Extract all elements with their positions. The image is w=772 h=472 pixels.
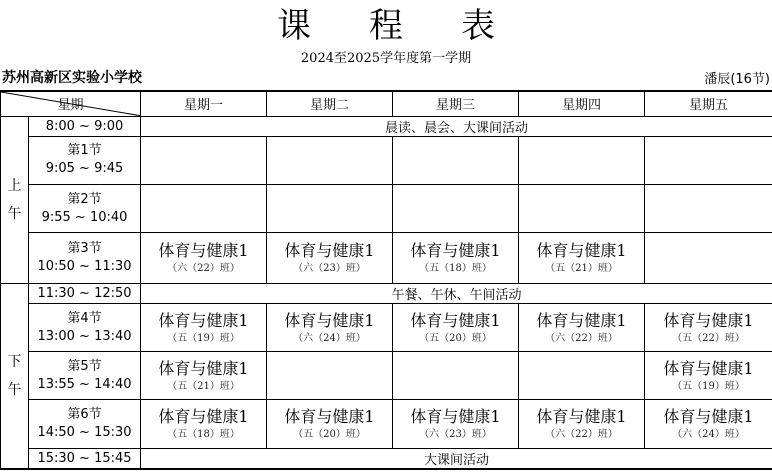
afternoon-label: 下 午 xyxy=(1,283,29,469)
day-header: 星期四 xyxy=(519,91,645,116)
course-cell[interactable] xyxy=(141,400,267,448)
course-cell[interactable] xyxy=(393,136,519,184)
course-cell[interactable] xyxy=(393,303,519,351)
period-row xyxy=(1,233,772,283)
period-name: 第1节 xyxy=(67,143,102,159)
period-slot xyxy=(29,233,141,283)
course-cell[interactable] xyxy=(645,400,772,448)
period-name: 第6节 xyxy=(67,407,102,423)
course-cell[interactable] xyxy=(645,136,772,184)
course-cell[interactable] xyxy=(645,303,772,351)
course-cell[interactable] xyxy=(645,233,772,283)
period-slot xyxy=(29,352,141,400)
course-name: 体育与健康1 xyxy=(410,407,501,427)
course-cell[interactable] xyxy=(267,400,393,448)
period-row xyxy=(1,400,772,448)
course-cell[interactable] xyxy=(141,352,267,400)
morning-label: 上 午 xyxy=(1,116,29,283)
course-cell[interactable] xyxy=(519,352,645,400)
day-header: 星期二 xyxy=(267,91,393,116)
corner-label: 星期 xyxy=(57,98,84,114)
course-name: 体育与健康1 xyxy=(410,310,501,330)
course-cell[interactable] xyxy=(141,185,267,233)
course-cell[interactable] xyxy=(519,303,645,351)
class-name: （五（21）班） xyxy=(167,380,240,392)
slot-time: 11:30 ~ 12:50 xyxy=(29,283,141,303)
teacher-name: 潘辰(16节) xyxy=(704,72,770,87)
class-name: （六（23）班） xyxy=(293,263,366,275)
course-name: 体育与健康1 xyxy=(158,310,249,330)
period-name: 第2节 xyxy=(67,191,102,207)
course-cell[interactable] xyxy=(645,185,772,233)
course-cell[interactable] xyxy=(141,233,267,283)
course-cell[interactable] xyxy=(519,136,645,184)
course-name: 体育与健康1 xyxy=(284,241,375,261)
period-row xyxy=(1,185,772,233)
class-name: （五（20）班） xyxy=(293,429,366,441)
class-name: （六（24）班） xyxy=(293,332,366,344)
course-name: 体育与健康1 xyxy=(284,310,375,330)
period-time: 9:55 ~ 10:40 xyxy=(41,209,128,225)
course-name: 体育与健康1 xyxy=(158,241,249,261)
period-name: 第5节 xyxy=(67,358,102,374)
schedule-table xyxy=(0,90,772,470)
class-name: （五（19）班） xyxy=(672,380,745,392)
slot-time: 15:30 ~ 15:45 xyxy=(29,448,141,469)
course-cell[interactable] xyxy=(393,352,519,400)
course-cell[interactable] xyxy=(519,400,645,448)
course-cell[interactable] xyxy=(393,400,519,448)
period-row xyxy=(1,352,772,400)
class-name: （六（22）班） xyxy=(545,332,618,344)
morning-activity-row xyxy=(1,116,772,136)
course-cell[interactable] xyxy=(267,233,393,283)
period-row xyxy=(1,136,772,184)
class-name: （六（23）班） xyxy=(419,429,492,441)
period-slot xyxy=(29,303,141,351)
day-header: 星期三 xyxy=(393,91,519,116)
period-time: 9:05 ~ 9:45 xyxy=(45,161,124,177)
term-label: 2024至2025学年度第一学期 xyxy=(300,51,472,66)
course-name: 体育与健康1 xyxy=(663,310,754,330)
course-name: 体育与健康1 xyxy=(536,407,627,427)
day-header: 星期五 xyxy=(645,91,772,116)
course-cell[interactable] xyxy=(267,352,393,400)
course-cell[interactable] xyxy=(141,136,267,184)
course-name: 体育与健康1 xyxy=(410,241,501,261)
class-name: （五（19）班） xyxy=(167,332,240,344)
period-row xyxy=(1,303,772,351)
activity-cell: 午餐、午休、午间活动 xyxy=(141,283,772,303)
course-cell[interactable] xyxy=(645,352,772,400)
header-row xyxy=(1,91,772,116)
slot-time: 8:00 ~ 9:00 xyxy=(29,116,141,136)
day-header: 星期一 xyxy=(141,91,267,116)
period-slot xyxy=(29,185,141,233)
course-cell[interactable] xyxy=(519,233,645,283)
period-slot xyxy=(29,400,141,448)
period-slot xyxy=(29,136,141,184)
course-name: 体育与健康1 xyxy=(158,358,249,378)
course-cell[interactable] xyxy=(267,185,393,233)
period-time: 14:50 ~ 15:30 xyxy=(37,425,132,441)
course-cell[interactable] xyxy=(519,185,645,233)
activity-cell: 大课间活动 xyxy=(141,448,772,469)
corner-cell xyxy=(1,91,141,116)
period-time: 13:55 ~ 14:40 xyxy=(37,376,132,392)
course-name: 体育与健康1 xyxy=(663,358,754,378)
class-name: （六（22）班） xyxy=(167,263,240,275)
course-name: 体育与健康1 xyxy=(536,241,627,261)
class-name: （六（22）班） xyxy=(545,429,618,441)
period-name: 第4节 xyxy=(67,310,102,326)
course-name: 体育与健康1 xyxy=(536,310,627,330)
course-cell[interactable] xyxy=(141,303,267,351)
page-title: 课程表 xyxy=(277,6,553,46)
course-cell[interactable] xyxy=(393,185,519,233)
course-cell[interactable] xyxy=(267,136,393,184)
class-name: （五（22）班） xyxy=(672,332,745,344)
evening-activity-row xyxy=(1,448,772,469)
school-name: 苏州高新区实验小学校 xyxy=(2,70,142,86)
period-time: 13:00 ~ 13:40 xyxy=(37,328,132,344)
course-name: 体育与健康1 xyxy=(158,407,249,427)
class-name: （五（21）班） xyxy=(545,263,618,275)
period-name: 第3节 xyxy=(67,241,102,257)
course-name: 体育与健康1 xyxy=(663,407,754,427)
activity-cell: 晨读、晨会、大课间活动 xyxy=(141,116,772,136)
course-cell[interactable] xyxy=(267,303,393,351)
course-cell[interactable] xyxy=(393,233,519,283)
class-name: （六（24）班） xyxy=(672,429,745,441)
class-name: （五（20）班） xyxy=(419,332,492,344)
class-name: （五（18）班） xyxy=(167,429,240,441)
course-name: 体育与健康1 xyxy=(284,407,375,427)
period-time: 10:50 ~ 11:30 xyxy=(37,259,132,275)
noon-activity-row xyxy=(1,283,772,303)
class-name: （五（18）班） xyxy=(419,263,492,275)
